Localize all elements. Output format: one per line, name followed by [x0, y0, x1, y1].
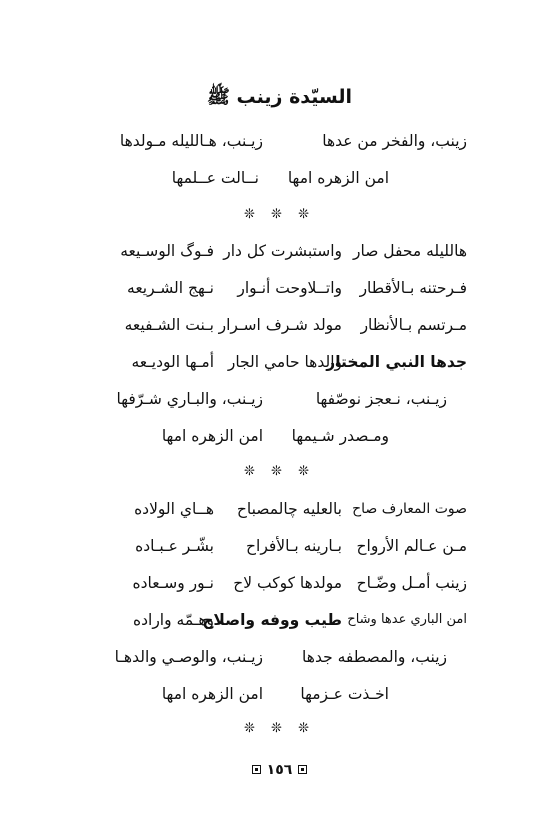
verse-refrain-line [0, 163, 559, 193]
stanza-separator: ❊ ❊ ❊ [244, 464, 315, 479]
verse-part-right: فـرحتنه بـالأقطار [359, 279, 467, 297]
verse-part-right: مـرتسم بـالأنظار [360, 316, 467, 334]
verse-refrain-line [0, 679, 559, 709]
verse-refrain-left: امن الزهره امها [161, 427, 263, 445]
verse-line [0, 642, 559, 672]
verse-line [0, 384, 559, 414]
verse-line [0, 347, 559, 377]
verse-part-right: صوت المعارف صاح [352, 501, 467, 517]
verse-line [0, 273, 559, 303]
verse-hemistich-left: زيـنب، والبـاري شـرّفها [116, 390, 263, 408]
verse-line [0, 494, 559, 524]
page-number [0, 759, 559, 781]
verse-part-right: زينب أمـل وضّـاح [356, 574, 467, 592]
verse-part-left: نـور وسـعاده [132, 574, 214, 592]
verse-refrain-line [0, 421, 559, 451]
stanza-separator: ❊ ❊ ❊ [244, 207, 315, 222]
verse-part-right: امن الباري عدها وشاح [347, 612, 467, 627]
verse-part-left: أمـها الوديـعه [131, 353, 214, 371]
verse-refrain-right: اخـذت عـزمها [300, 685, 389, 703]
verse-part-middle: طيب ووفه واصلاح [202, 611, 342, 629]
page-number-text: ١٥٦ [266, 762, 293, 778]
verse-part-left: بـنت الشـفيعه [124, 316, 214, 334]
verse-hemistich-right: زينب، والفخر من عدها [322, 132, 467, 150]
verse-refrain-right: ومـصدر شـيمها [291, 427, 389, 445]
verse-refrain-right: امن الزهره امها [287, 169, 389, 187]
verse-part-middle: والدها حامي الجار [227, 353, 342, 371]
verse-part-middle: مولدها كوكب لاح [233, 574, 342, 592]
verse-line [0, 605, 559, 635]
verse-line [0, 236, 559, 266]
verse-refrain-left: امن الزهره امها [161, 685, 263, 703]
ornament-box-icon [252, 765, 261, 774]
verse-line [0, 568, 559, 598]
verse-part-left: بشّـر عـبـاده [135, 537, 214, 555]
verse-part-left: فـوگ الوسـيعه [120, 242, 214, 260]
verse-part-left: وهـمّه واراده [132, 611, 214, 629]
verse-refrain-left: نــالت عــلمها [171, 169, 259, 187]
verse-part-right: هالليله محفل صار [353, 242, 467, 260]
verse-hemistich-left: زيـنب، والوصـي والدهـا [114, 648, 263, 666]
verse-part-right: جدها النبي المختار [326, 353, 467, 371]
verse-line [0, 531, 559, 561]
verse-line [0, 126, 559, 156]
ornament-box-icon [298, 765, 307, 774]
stanza-separator: ❊ ❊ ❊ [244, 721, 315, 736]
verse-hemistich-right: زيـنب، نـعجز نوصّفها [315, 390, 447, 408]
verse-line [0, 310, 559, 340]
verse-part-middle: واتــلاوحت أنـوار [237, 279, 342, 297]
verse-part-right: مـن عـالم الأرواح [356, 537, 467, 555]
verse-part-left: نـهج الشـريعه [127, 279, 214, 297]
verse-part-middle: واستبشرت كل دار [223, 242, 342, 260]
verse-part-middle: مولد شـرف اسـرار [218, 316, 342, 334]
verse-part-middle: بالعليه چالمصباح [236, 500, 342, 518]
verse-hemistich-right: زينب، والمصطفه جدها [302, 648, 447, 666]
page-title: السيّدة زينب ﷺ [206, 86, 353, 108]
verse-part-left: هــاي الولاده [134, 500, 214, 518]
verse-hemistich-left: زيـنب، هـالليله مـولدها [119, 132, 263, 150]
verse-part-middle: بـارينه بـالأفراح [246, 537, 342, 555]
